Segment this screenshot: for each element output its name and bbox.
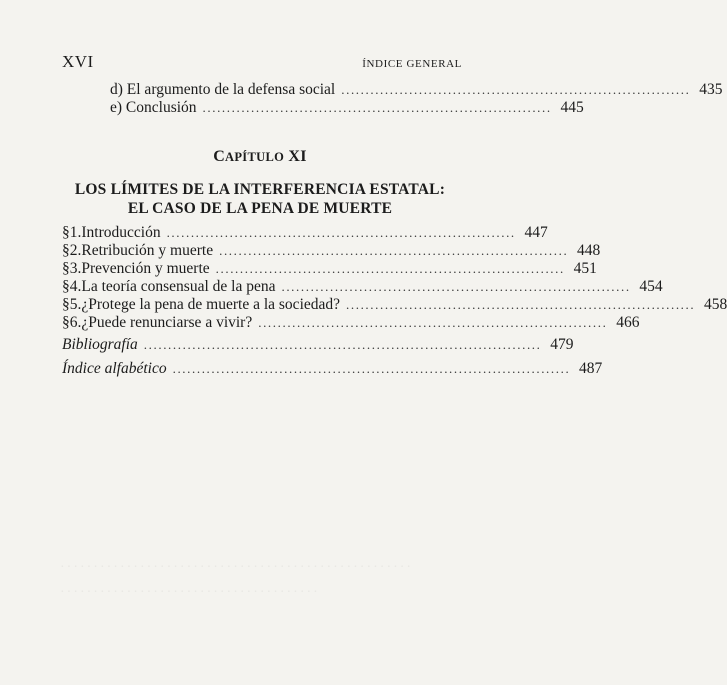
toc-section-page: 448 bbox=[577, 242, 601, 259]
running-title: ÍNDICE GENERAL bbox=[362, 58, 462, 70]
show-through: ······································· bbox=[60, 585, 320, 600]
dot-leader: .................................................................................. bbox=[143, 337, 542, 352]
dot-leader: ........................................................................ bbox=[215, 261, 565, 276]
toc-section: § 5. ¿Protege la pena de muerte a la sociedad? ........................................................................ 458 bbox=[62, 296, 727, 313]
toc-back-matter-label: Índice alfabético bbox=[62, 360, 167, 377]
dot-leader: .................................................................................. bbox=[172, 361, 571, 376]
toc-section-label: Introducción bbox=[81, 224, 161, 241]
toc-entry-page: 435 bbox=[699, 81, 723, 98]
running-head bbox=[62, 52, 462, 72]
dot-leader: ........................................................................ bbox=[219, 243, 569, 258]
dot-leader: ........................................................................ bbox=[341, 82, 691, 97]
dot-leader: ........................................................................ bbox=[281, 279, 631, 294]
toc-section-label: La teoría consensual de la pena bbox=[81, 278, 276, 295]
toc-section-label: ¿Protege la pena de muerte a la sociedad? bbox=[81, 296, 341, 313]
toc-section-page: 447 bbox=[524, 224, 548, 241]
toc-section-page: 454 bbox=[639, 278, 663, 295]
dot-leader: ........................................................................ bbox=[202, 100, 552, 115]
toc-back-matter-page: 479 bbox=[550, 336, 574, 353]
toc-section-page: 451 bbox=[573, 260, 597, 277]
toc-section: § 6. ¿Puede renunciarse a vivir? ........................................................................ 466 bbox=[62, 314, 640, 331]
toc-section-label: ¿Puede renunciarse a vivir? bbox=[81, 314, 253, 331]
chapter-heading: CAPÍTULO XI bbox=[213, 148, 307, 165]
toc-back-matter bbox=[62, 360, 603, 378]
toc-section: § 4. La teoría consensual de la pena ........................................................................ 454 bbox=[62, 278, 663, 295]
toc-back-matter bbox=[62, 336, 574, 354]
toc-section-page: 466 bbox=[616, 314, 640, 331]
toc-back-matter-label: Bibliografía bbox=[62, 336, 138, 353]
chapter-title-line: LOS LÍMITES DE LA INTERFERENCIA ESTATAL: bbox=[74, 181, 446, 198]
chapter-title-line: EL CASO DE LA PENA DE MUERTE bbox=[127, 200, 393, 217]
toc-section-page: 458 bbox=[703, 296, 727, 313]
toc-section: § 2. Retribución y muerte ........................................................................ 448 bbox=[62, 242, 601, 259]
dot-leader: ........................................................................ bbox=[166, 225, 516, 240]
page-number: XVI bbox=[62, 52, 94, 71]
toc-entry bbox=[110, 81, 723, 99]
toc-entry-label: d) El argumento de la defensa social bbox=[110, 81, 336, 98]
toc-entry-label: e) Conclusión bbox=[110, 99, 197, 116]
show-through: ····················································· bbox=[60, 560, 414, 575]
toc-entry-page: 445 bbox=[560, 99, 584, 116]
toc-section: § 3. Prevención y muerte ........................................................................ 451 bbox=[62, 260, 597, 277]
toc-entry bbox=[110, 99, 584, 117]
toc-section: § 1. Introducción ........................................................................ 447 bbox=[62, 224, 548, 241]
toc-section-label: Retribución y muerte bbox=[81, 242, 214, 259]
toc-section-label: Prevención y muerte bbox=[81, 260, 210, 277]
dot-leader: ........................................................................ bbox=[258, 315, 608, 330]
toc-back-matter-page: 487 bbox=[579, 360, 603, 377]
dot-leader: ........................................................................ bbox=[346, 297, 696, 312]
